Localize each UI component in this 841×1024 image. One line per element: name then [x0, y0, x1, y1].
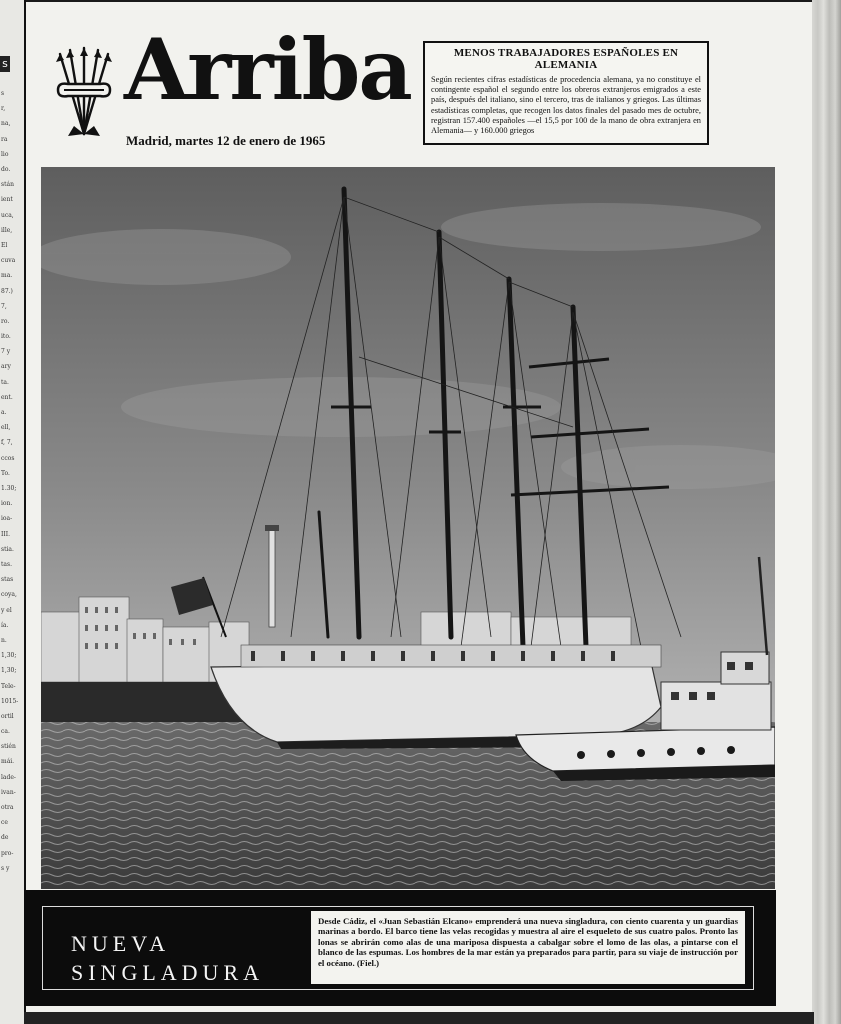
caption-text: Desde Cádiz, el «Juan Sebastián Elcano» emprenderá una nueva singladura, con ciento cuarenta y un guardias marinas a bordo. El barco tiene las velas recogidas y muestra al aire el esqueleto de sus cuatro palos. Pronto las lonas se abrirán como alas de una mariposa dispuesta a cabalgar sobre el lomo de las olas, a pintarse con el blanco de las espumas. Los hombres de la mar están ya preparados para partir, para su viaje de instrucción por el océano. (Fiel.) [311, 911, 745, 984]
left-page-fragment: ary [1, 363, 11, 371]
left-page-fragment: do. [1, 165, 11, 173]
left-page-fragment: ion. [1, 500, 13, 508]
left-page-fragment: 7, [1, 302, 7, 310]
left-page-fragment: 87.) [1, 287, 13, 295]
left-page-fragment: lade- [1, 773, 16, 781]
left-page-fragment: 7 y [1, 348, 11, 356]
left-page-fragment: n. [1, 636, 7, 644]
left-page-fragment: III. [1, 530, 11, 538]
left-page-fragment: r, [1, 105, 6, 113]
left-page-fragment: coya, [1, 591, 17, 599]
news-box [423, 41, 709, 145]
left-page-fragment: stas [1, 576, 14, 584]
left-page-fragment: El [1, 241, 8, 249]
left-page-fragment: ta. [1, 378, 9, 386]
left-page-fragment: ortil [1, 712, 14, 720]
left-page-fragment: ille, [1, 226, 13, 234]
caption-title-line-1: NUEVA [71, 931, 171, 956]
left-page-fragment: 1.30; [1, 485, 17, 492]
caption-band [24, 890, 776, 1006]
newspaper-page [26, 2, 812, 1012]
yoke-and-arrows-emblem-icon [54, 46, 114, 138]
left-page-fragment: lio [1, 150, 9, 158]
adjacent-page-edge [0, 0, 26, 1024]
dateline: Madrid, martes 12 de enero de 1965 [126, 133, 326, 148]
left-page-fragment: ra [1, 135, 8, 143]
caption-frame [42, 906, 754, 990]
left-page-fragment: ca. [1, 728, 10, 736]
left-page-fragment: 1015- [1, 697, 19, 705]
newspaper-logo: Arriba [124, 20, 411, 119]
left-page-fragment: na, [1, 120, 11, 128]
left-page-fragment: 1,30; [1, 652, 17, 660]
left-page-fragment: stién [1, 743, 16, 751]
left-page-fragment: s [1, 90, 5, 97]
left-page-fragment: cuva [1, 257, 16, 265]
masthead [26, 2, 812, 167]
left-page-badge: s [0, 56, 10, 72]
left-page-fragment: ioa- [1, 515, 13, 523]
sailing-ship-illustration [41, 167, 775, 889]
left-page-fragment: ito. [1, 333, 11, 341]
left-page-fragment: ce [1, 819, 8, 827]
binding-shadow [24, 1012, 814, 1024]
left-page-fragment: otra [1, 804, 14, 812]
left-page-fragment: ient [1, 196, 13, 204]
left-page-fragment: Tele- [1, 682, 16, 690]
left-page-fragment: tas. [1, 560, 12, 568]
caption-title [71, 929, 264, 987]
left-page-fragment: f, 7, [1, 439, 13, 447]
left-page-fragment: y el [1, 606, 12, 614]
left-page-fragment: ma. [1, 272, 13, 280]
left-page-fragment: ro. [1, 317, 10, 325]
page-stack-edge [812, 0, 841, 1024]
left-page-fragment: s y [1, 864, 10, 872]
left-page-fragment: a. [1, 409, 7, 417]
left-page-fragment: To. [1, 469, 10, 477]
left-page-fragment: ell, [1, 424, 11, 432]
left-page-fragment: ivan- [1, 788, 16, 796]
left-page-fragment: 1,30; [1, 667, 17, 675]
left-page-fragment: stán [1, 181, 14, 189]
left-page-fragment: uca, [1, 211, 14, 219]
left-page-fragment: pro- [1, 849, 14, 857]
caption-title-line-2: SINGLADURA [71, 960, 264, 985]
left-page-fragment: ent. [1, 393, 13, 401]
left-page-fragment: mái. [1, 758, 15, 766]
news-body: Según recientes cifras estadísticas de procedencia alemana, ya no constituye el contingente español el segundo entre los obreros extranjeros emigrados a este país, después del italiano, sino el tercero, tras de italianos y griegos. Las últimas estadísticas completas, que recogen los datos finales del pasado mes de octubre, registran 157.400 españoles —el 15,5 por 100 de la mano de obra extranjera en Alemania— y 160.000 griegos [431, 75, 701, 136]
left-page-fragment: de [1, 834, 9, 842]
left-page-fragment: stia. [1, 545, 14, 553]
news-headline: MENOS TRABAJADORES ESPAÑOLES EN ALEMANIA [453, 47, 679, 71]
ship-photograph [41, 167, 775, 889]
left-page-fragment: ccos [1, 454, 15, 462]
left-page-fragment: ía. [1, 621, 9, 629]
